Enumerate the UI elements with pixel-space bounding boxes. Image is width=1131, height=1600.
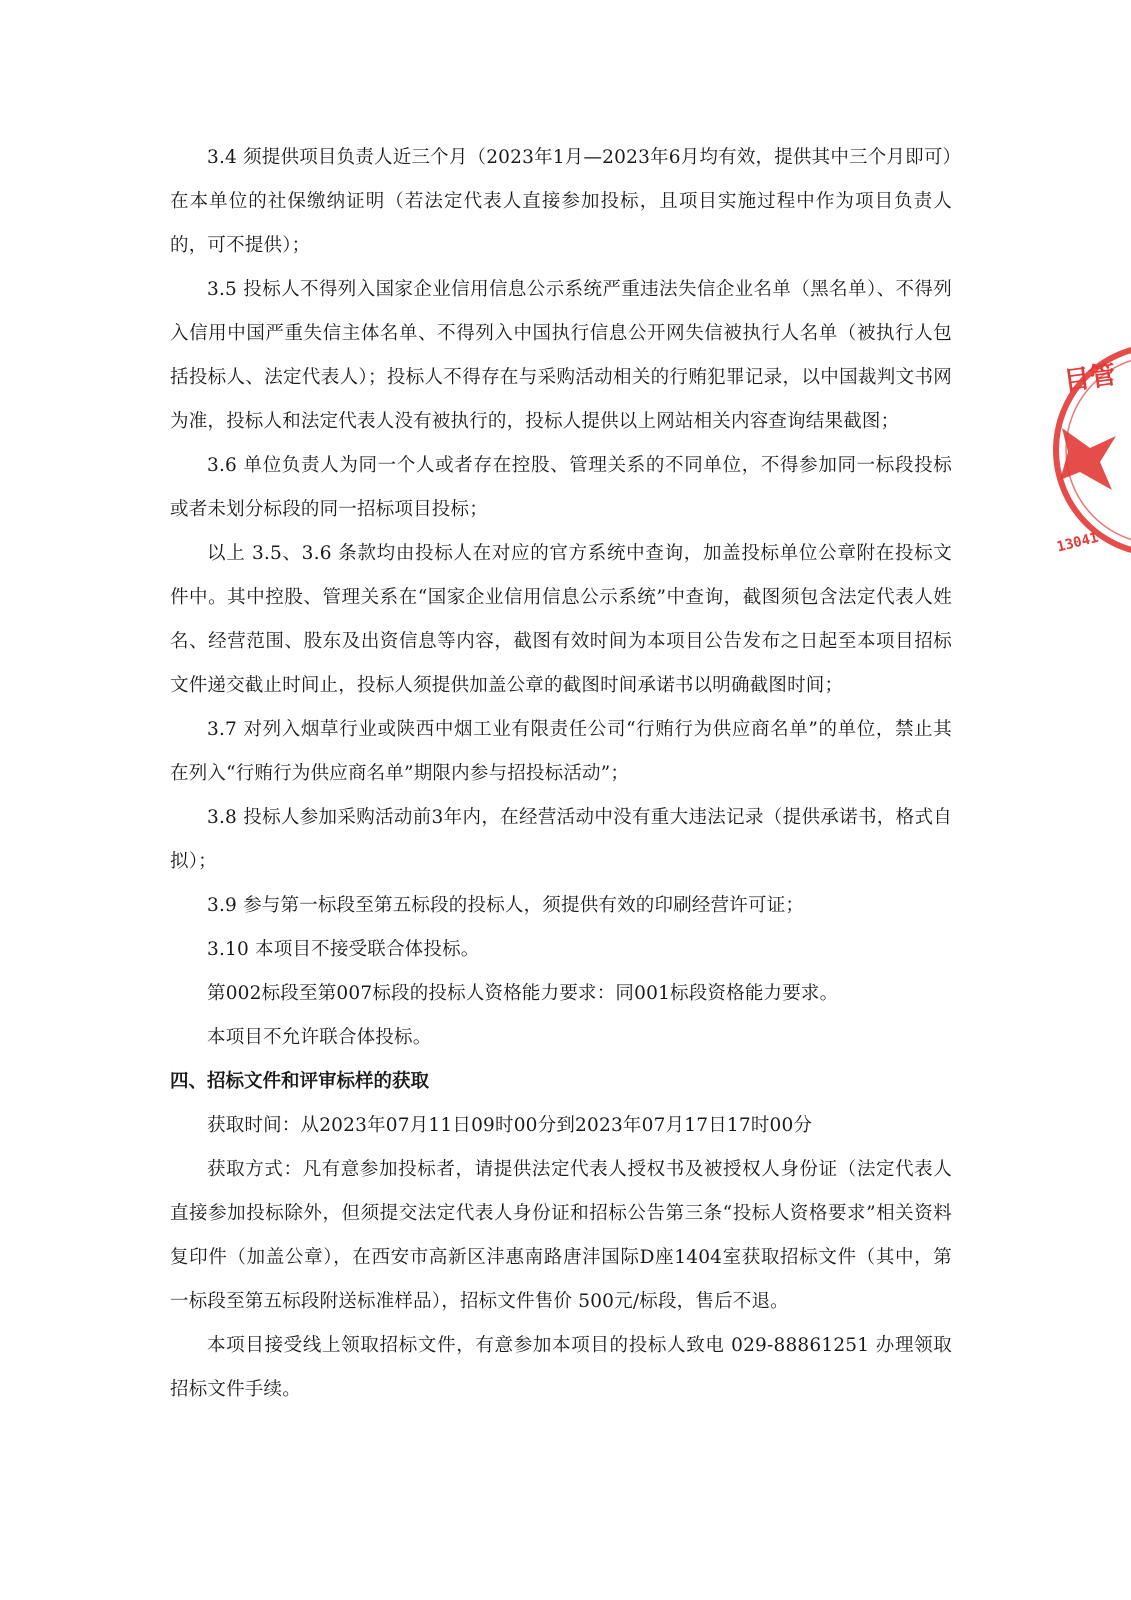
- paragraph-3-5: 3.5 投标人不得列入国家企业信用信息公示系统严重违法失信企业名单（黑名单）、不得列入信用中国严重失信主体名单、不得列入中国执行信息公开网失信被执行人名单（被执行人包括投标人、法定代表人）；投标人不得存在与采购活动相关的行贿犯罪记录，以中国裁判文书网为准，投标人和法定代表人没有被执行的，投标人提供以上网站相关内容查询结果截图；: [170, 279, 952, 432]
- paragraph-no-consortium: 本项目不允许联合体投标。: [207, 1027, 432, 1048]
- paragraph-acquire-time: 获取时间：从2023年07月11日09时00分到2023年07月17日17时00分: [207, 1115, 813, 1136]
- paragraph-3-10: 3.10 本项目不接受联合体投标。: [207, 939, 480, 960]
- red-seal-stamp: [1050, 340, 1131, 560]
- paragraph-3-8: 3.8 投标人参加采购活动前3年内，在经营活动中没有重大违法记录（提供承诺书，格式自拟）；: [170, 807, 952, 872]
- paragraph-3-7: 3.7 对列入烟草行业或陕西中烟工业有限责任公司“行贿行为供应商名单”的单位，禁止其在列入“行贿行为供应商名单”期限内参与招投标活动”；: [170, 719, 952, 784]
- seal-text-bottom: 13041: [1055, 529, 1101, 556]
- section-heading-4: 四、招标文件和评审标样的获取: [170, 1071, 430, 1092]
- seal-graphic: [1050, 340, 1131, 560]
- paragraph-lots-002-007: 第002标段至第007标段的投标人资格能力要求：同001标段资格能力要求。: [207, 983, 839, 1004]
- paragraph-3-4: 3.4 须提供项目负责人近三个月（2023年1月—2023年6月均有效，提供其中三个月即可）在本单位的社保缴纳证明（若法定代表人直接参加投标，且项目实施过程中作为项目负责人的，可不提供）；: [170, 147, 952, 256]
- document-body: [170, 136, 952, 1412]
- paragraph-online-acquire: 本项目接受线上领取招标文件，有意参加本项目的投标人致电 029-88861251 办理领取招标文件手续。: [170, 1335, 952, 1400]
- paragraph-note-3-5-3-6: 以上 3.5、3.6 条款均由投标人在对应的官方系统中查询，加盖投标单位公章附在投标文件中。其中控股、管理关系在“国家企业信用信息公示系统”中查询，截图须包含法定代表人姓名、经营范围、股东及出资信息等内容，截图有效时间为本项目公告发布之日起至本项目招标文件递交截止时间止，投标人须提供加盖公章的截图时间承诺书以明确截图时间；: [170, 543, 952, 696]
- paragraph-acquire-method: 获取方式：凡有意参加投标者，请提供法定代表人授权书及被授权人身份证（法定代表人直接参加投标除外，但须提交法定代表人身份证和招标公告第三条“投标人资格要求”相关资料复印件（加盖公章），在西安市高新区沣惠南路唐沣国际D座1404室获取招标文件（其中，第一标段至第五标段附送标准样品），招标文件售价 500元/标段，售后不退。: [170, 1159, 952, 1312]
- paragraph-3-6: 3.6 单位负责人为同一个人或者存在控股、管理关系的不同单位，不得参加同一标段投标或者未划分标段的同一招标项目投标；: [170, 455, 952, 520]
- paragraph-3-9: 3.9 参与第一标段至第五标段的投标人，须提供有效的印刷经营许可证；: [207, 895, 805, 916]
- seal-text-top: 目管: [1062, 360, 1118, 398]
